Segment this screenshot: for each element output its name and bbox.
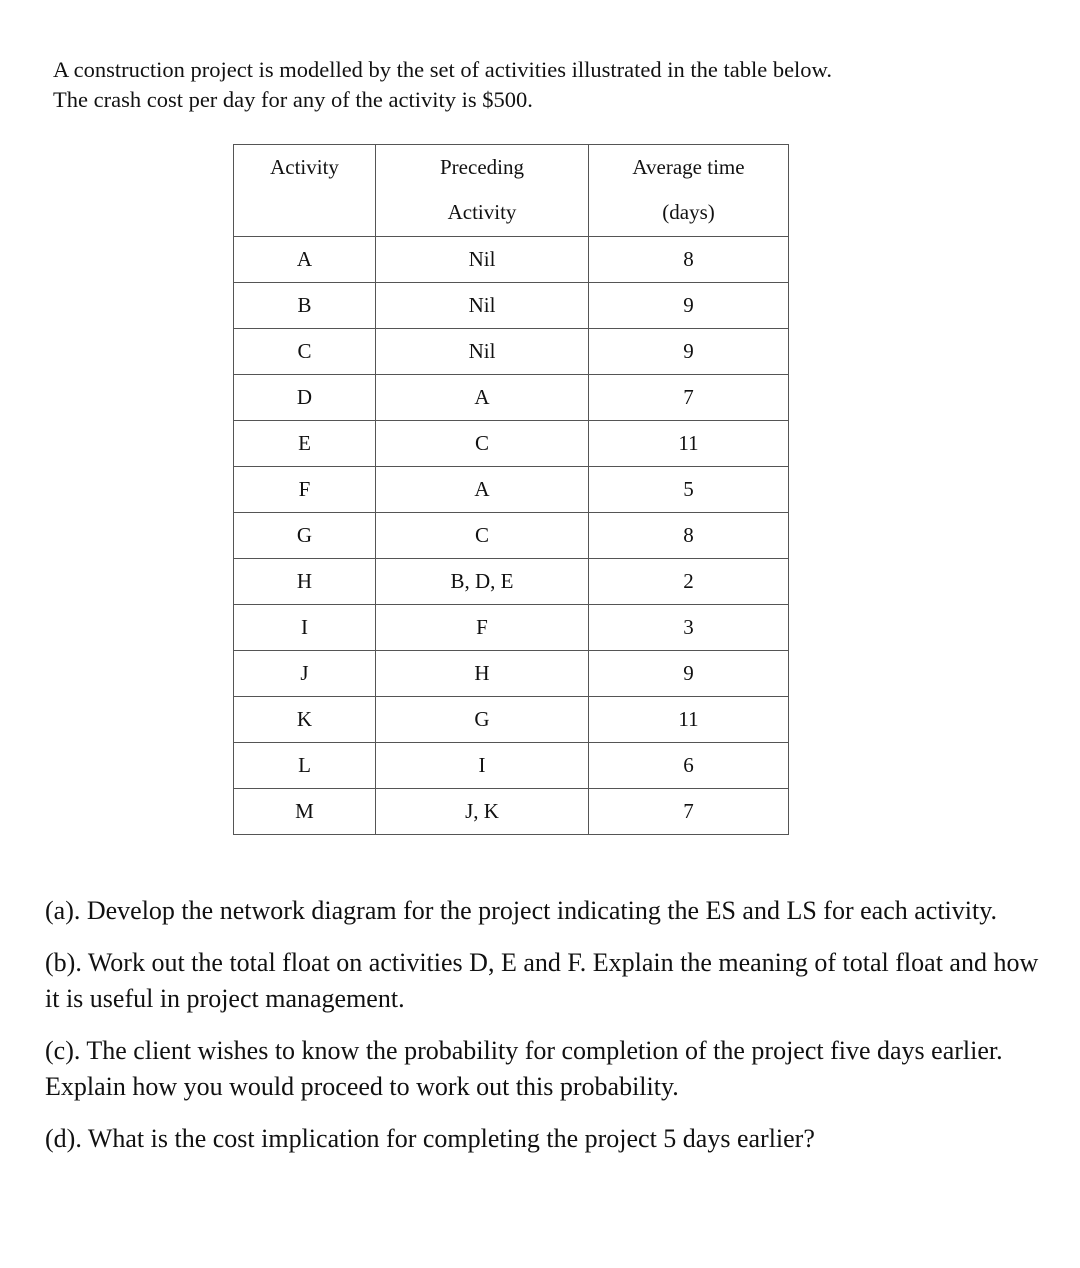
cell-activity: M <box>234 789 376 835</box>
table-row <box>234 329 789 375</box>
table-row <box>234 467 789 513</box>
table-row <box>234 789 789 835</box>
table-row <box>234 237 789 283</box>
cell-activity: I <box>234 605 376 651</box>
cell-preceding: G <box>376 697 589 743</box>
cell-preceding: B, D, E <box>376 559 589 605</box>
table-row <box>234 513 789 559</box>
table-row <box>234 743 789 789</box>
question-d: (d). What is the cost implication for completing the project 5 days earlier? <box>45 1124 815 1153</box>
cell-preceding: A <box>376 467 589 513</box>
cell-activity: A <box>234 237 376 283</box>
cell-preceding: H <box>376 651 589 697</box>
cell-activity: E <box>234 421 376 467</box>
cell-time: 8 <box>589 513 789 559</box>
cell-activity: F <box>234 467 376 513</box>
header-preceding-line2: Activity <box>447 200 517 224</box>
table-row <box>234 421 789 467</box>
table-row <box>234 375 789 421</box>
cell-time: 5 <box>589 467 789 513</box>
cell-activity: H <box>234 559 376 605</box>
cell-time: 7 <box>589 789 789 835</box>
cell-activity: G <box>234 513 376 559</box>
header-activity-label: Activity <box>270 155 339 179</box>
header-preceding <box>376 145 589 237</box>
cell-preceding: F <box>376 605 589 651</box>
cell-time: 9 <box>589 329 789 375</box>
header-preceding-line1: Preceding <box>440 155 524 179</box>
cell-time: 8 <box>589 237 789 283</box>
table-row <box>234 697 789 743</box>
intro-text <box>53 55 1053 115</box>
cell-time: 11 <box>589 421 789 467</box>
question-b: (b). Work out the total float on activities D, E and F. Explain the meaning of total float and how it is useful in project management. <box>45 948 1039 1013</box>
cell-time: 2 <box>589 559 789 605</box>
cell-activity: D <box>234 375 376 421</box>
table-row <box>234 651 789 697</box>
cell-preceding: Nil <box>376 237 589 283</box>
activity-table <box>233 144 789 835</box>
cell-activity: K <box>234 697 376 743</box>
cell-preceding: I <box>376 743 589 789</box>
cell-preceding: Nil <box>376 329 589 375</box>
intro-line-1: A construction project is modelled by the set of activities illustrated in the table below. <box>53 57 832 82</box>
cell-time: 9 <box>589 283 789 329</box>
cell-preceding: C <box>376 513 589 559</box>
table-row <box>234 283 789 329</box>
questions-section <box>45 893 1045 1173</box>
header-activity <box>234 145 376 237</box>
cell-preceding: A <box>376 375 589 421</box>
table-row <box>234 605 789 651</box>
cell-activity: B <box>234 283 376 329</box>
cell-activity: C <box>234 329 376 375</box>
question-c: (c). The client wishes to know the probability for completion of the project five days earlier. Explain how you would proceed to work out this probability. <box>45 1036 1003 1101</box>
question-a: (a). Develop the network diagram for the project indicating the ES and LS for each activity. <box>45 896 998 925</box>
cell-activity: L <box>234 743 376 789</box>
table-row <box>234 559 789 605</box>
cell-preceding: J, K <box>376 789 589 835</box>
table-header-row <box>234 145 789 237</box>
cell-preceding: Nil <box>376 283 589 329</box>
cell-time: 6 <box>589 743 789 789</box>
cell-preceding: C <box>376 421 589 467</box>
cell-time: 7 <box>589 375 789 421</box>
cell-time: 11 <box>589 697 789 743</box>
intro-line-2: The crash cost per day for any of the activity is $500. <box>53 87 533 112</box>
cell-activity: J <box>234 651 376 697</box>
header-time-line2: (days) <box>662 200 715 224</box>
cell-time: 3 <box>589 605 789 651</box>
header-time-line1: Average time <box>632 155 745 179</box>
header-time <box>589 145 789 237</box>
cell-time: 9 <box>589 651 789 697</box>
